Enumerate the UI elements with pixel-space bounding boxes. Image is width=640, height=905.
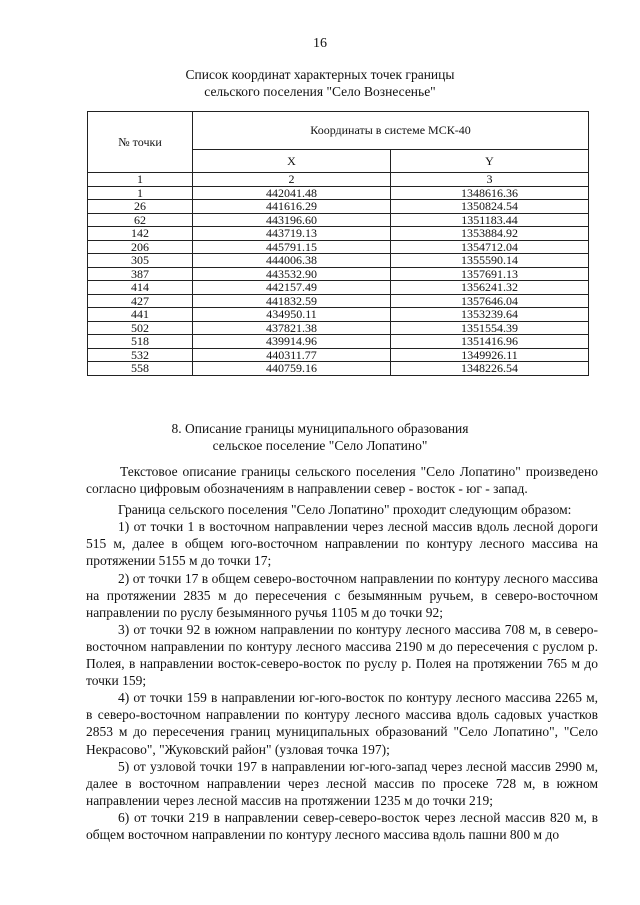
table-row bbox=[88, 348, 589, 362]
table-row bbox=[88, 254, 589, 268]
x-coordinate-cell: 443196.60 bbox=[193, 213, 391, 227]
coordinates-table bbox=[87, 111, 589, 376]
point-number-cell: 518 bbox=[88, 335, 193, 349]
point-number-cell: 441 bbox=[88, 308, 193, 322]
point-number-cell: 142 bbox=[88, 227, 193, 241]
table-row bbox=[88, 294, 589, 308]
y-coordinate-cell: 1351183.44 bbox=[391, 213, 589, 227]
y-coordinate-cell: 1355590.14 bbox=[391, 254, 589, 268]
x-coordinate-cell: 443719.13 bbox=[193, 227, 391, 241]
y-coordinate-cell: 1351554.39 bbox=[391, 321, 589, 335]
x-coordinate-cell: 444006.38 bbox=[193, 254, 391, 268]
table-row bbox=[88, 335, 589, 349]
y-coordinate-cell: 1354712.04 bbox=[391, 240, 589, 254]
paragraph: Граница сельского поселения "Село Лопатино" проходит следующим образом: bbox=[118, 502, 572, 518]
x-coordinate-cell: 440759.16 bbox=[193, 362, 391, 376]
table-row bbox=[88, 200, 589, 214]
header-y: Y bbox=[391, 150, 589, 173]
x-coordinate-cell: 441616.29 bbox=[193, 200, 391, 214]
paragraph: 6) от точки 219 в направлении север-северо-восток через лесной массив 820 м, в общем восточном направлении по контуру лесного массива вдоль пашни 800 м до bbox=[86, 809, 598, 842]
y-coordinate-cell: 1348616.36 bbox=[391, 186, 589, 200]
paragraph: 1) от точки 1 в восточном направлении через лесной массив вдоль лесной дороги 515 м, далее в общем юго-восточном направлении по контуру лесного массива на протяжении 5155 м до точки 17; bbox=[86, 519, 598, 569]
x-coordinate-cell: 445791.15 bbox=[193, 240, 391, 254]
y-coordinate-cell: 1349926.11 bbox=[391, 348, 589, 362]
y-coordinate-cell: 1350824.54 bbox=[391, 200, 589, 214]
point-number-cell: 532 bbox=[88, 348, 193, 362]
table-row bbox=[88, 267, 589, 281]
header-x: X bbox=[193, 150, 391, 173]
y-coordinate-cell: 1348226.54 bbox=[391, 362, 589, 376]
index-row bbox=[88, 173, 589, 187]
y-coordinate-cell: 1357691.13 bbox=[391, 267, 589, 281]
y-coordinate-cell: 1351416.96 bbox=[391, 335, 589, 349]
paragraph: 4) от точки 159 в направлении юг-юго-восток по контуру лесного массива 2265 м, в северо-восточном направлении по контуру лесного массива вдоль садовых участков 2853 м до пересечения границ муниципальных образований "Село Лопатино", "Село Некрасово", "Жуковский район" (узловая точка 197); bbox=[86, 690, 598, 757]
section-title-line-1: 8. Описание границы муниципального образования bbox=[171, 421, 469, 436]
table-row bbox=[88, 240, 589, 254]
y-coordinate-cell: 1357646.04 bbox=[391, 294, 589, 308]
table-row bbox=[88, 362, 589, 376]
point-number-cell: 305 bbox=[88, 254, 193, 268]
table-row bbox=[88, 321, 589, 335]
point-number-cell: 387 bbox=[88, 267, 193, 281]
index-cell: 2 bbox=[193, 173, 391, 187]
table-row bbox=[88, 186, 589, 200]
paragraph: 2) от точки 17 в общем северо-восточном направлении по контуру лесного массива на протяжении 2835 м до пересечения с безымянным ручьем, в северо-восточном направлении по руслу безымянного ручья 1105 м до точки 92; bbox=[86, 570, 598, 620]
section-title-line-2: сельское поселение "Село Лопатино" bbox=[212, 438, 428, 453]
point-number-cell: 414 bbox=[88, 281, 193, 295]
x-coordinate-cell: 443532.90 bbox=[193, 267, 391, 281]
paragraph: 3) от точки 92 в южном направлении по контуру лесного массива 708 м, в северо-восточном направлении по контуру лесного массива 2190 м до пересечения с руслом р. Полея, в направлении восток-северо-восток по руслу р. Полея на протяжении 765 м до точки 159; bbox=[86, 621, 598, 689]
y-coordinate-cell: 1356241.32 bbox=[391, 281, 589, 295]
table-row bbox=[88, 308, 589, 322]
x-coordinate-cell: 437821.38 bbox=[193, 321, 391, 335]
x-coordinate-cell: 442041.48 bbox=[193, 186, 391, 200]
table-title-line-1: Список координат характерных точек границы bbox=[185, 67, 455, 82]
table-row bbox=[88, 227, 589, 241]
x-coordinate-cell: 439914.96 bbox=[193, 335, 391, 349]
paragraph: 5) от узловой точки 197 в направлении юг-юго-запад через лесной массив 2990 м, далее в восточном направлении через лесной массив по просеке 728 м, в южном направлении через лесной массив на протяжении 1235 м до точки 219; bbox=[86, 758, 598, 808]
x-coordinate-cell: 442157.49 bbox=[193, 281, 391, 295]
header-point-number: № точки bbox=[88, 112, 193, 173]
index-cell: 3 bbox=[391, 173, 589, 187]
page-number: 16 bbox=[313, 36, 327, 51]
table-title bbox=[0, 66, 640, 100]
point-number-cell: 206 bbox=[88, 240, 193, 254]
table-row bbox=[88, 281, 589, 295]
x-coordinate-cell: 434950.11 bbox=[193, 308, 391, 322]
y-coordinate-cell: 1353239.64 bbox=[391, 308, 589, 322]
point-number-cell: 1 bbox=[88, 186, 193, 200]
point-number-cell: 427 bbox=[88, 294, 193, 308]
paragraph: Текстовое описание границы сельского поселения "Село Лопатино" произведено согласно цифровым обозначениям в направлении север - восток - юг - запад. bbox=[86, 464, 598, 497]
table-row bbox=[88, 213, 589, 227]
index-cell: 1 bbox=[88, 173, 193, 187]
boundary-description bbox=[86, 463, 598, 843]
point-number-cell: 26 bbox=[88, 200, 193, 214]
x-coordinate-cell: 440311.77 bbox=[193, 348, 391, 362]
point-number-cell: 62 bbox=[88, 213, 193, 227]
header-coordinate-system: Координаты в системе МСК-40 bbox=[193, 112, 589, 150]
table-title-line-2: сельского поселения "Село Вознесенье" bbox=[204, 84, 436, 99]
point-number-cell: 502 bbox=[88, 321, 193, 335]
section-title bbox=[0, 420, 640, 454]
y-coordinate-cell: 1353884.92 bbox=[391, 227, 589, 241]
x-coordinate-cell: 441832.59 bbox=[193, 294, 391, 308]
point-number-cell: 558 bbox=[88, 362, 193, 376]
